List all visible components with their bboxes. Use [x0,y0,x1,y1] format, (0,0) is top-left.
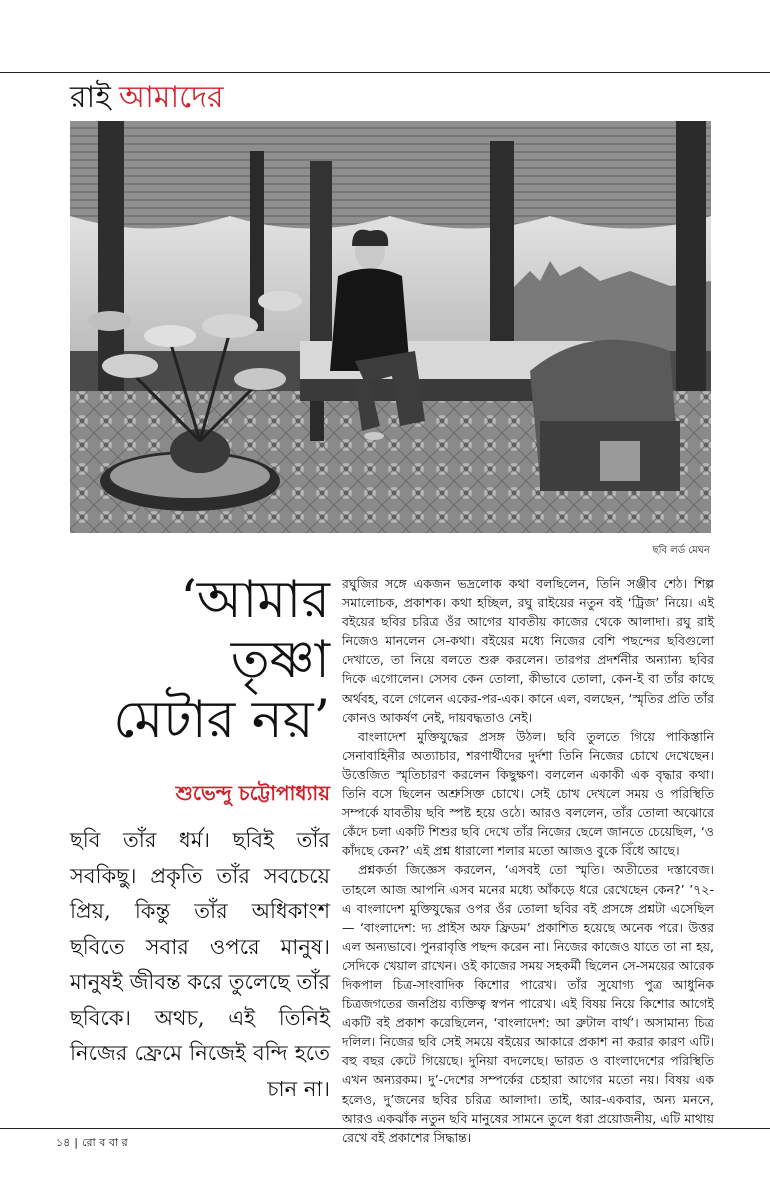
byline: শুভেন্দু চট্টোপাধ্যায় [175,781,330,805]
photo-credit: ছবি লর্ড মেঘন [652,545,710,556]
bottom-rule [0,1128,770,1129]
headline [70,570,330,750]
standfirst: ছবি তাঁর ধর্ম। ছবিই তাঁর সবকিছু। প্রকৃতি তাঁর সবচেয়ে প্রিয়, কিন্তু তাঁর অধিকাংশ ছবিতে সবার ওপরে মানুষ। মানুষই জীবন্ত করে তুলেছে তাঁর ছবিকে। অথচ, এই তিনিই নিজের ফ্রেমে নিজেই বন্দি হতে চান না। [70,828,330,1101]
page-footer [56,1134,128,1153]
paragraph-3: প্রশ্নকর্তা জিজ্ঞেস করলেন, ‘এসবই তো স্মৃতি। অতীতের দস্তাবেজ। তাহলে আজ আপনি এসব মনের মধ্যে আঁকড়ে ধরে রেখেছেন কেন?’ ’৭২-এ বাংলাদেশ মুক্তিযুদ্ধের ওপর ওঁর তোলা ছবির বই প্রসঙ্গে প্রশ্নটা এসেছিল— ‘বাংলাদেশ: দ্য প্রাইস অফ ফ্রিডম’ প্রকাশিত হয়েছে অনেক পরে। উত্তর এল অন্যভাবে। পুনরাবৃত্তি পছন্দ করেন না। নিজের কাজেও যাতে তা না হয়, সেদিকে খেয়াল রাখেন। ওই কাজের সময় সহকর্মী ছিলেন সে-সময়ের আরেক দিকপাল চিত্র-সাংবাদিক কিশোর পারেখ। তাঁর সুযোগ্য পুত্র আধুনিক চিত্রজগতের জনপ্রিয় ব্যক্তিত্ব স্বপন পারেখ। এই বিষয় নিয়ে কিশোর আগেই একটি বই প্রকাশ করেছিলেন, ‘বাংলাদেশ: আ ব্রুটাল বার্থ’। অসামান্য চিত্র দলিল। নিজের ছবি সেই সময়ে বইয়ের আকারে প্রকাশ না করার কারণ এটি। বহু বছর কেটে গিয়েছে। দুনিয়া বদলেছে। ভারত ও বাংলাদেশের পরিস্থিতি এখন অন্যরকম। দু’-দেশের সম্পর্কের চেহারা আগের মতো নয়। বিষয় এক হলেও, দু’জনের ছবির চরিত্র আলাদা। তাই, আর-একবার, অন্য মননে, আরও একঝাঁক নতুন ছবি মানুষের সামনে তুলে ধরা প্রয়োজনীয়, এটি মাথায় রেখে বই প্রকাশের সিদ্ধান্ত। [342,862,714,1145]
top-rule [0,72,770,73]
section-header [70,80,223,116]
headline-line-1: ‘আমার [180,570,330,630]
headline-line-3: মেটার নয়’ [113,690,330,750]
article-body [342,574,714,1147]
section-word-1: রাই [70,80,111,115]
headline-line-2: তৃষ্ণা [230,630,330,690]
page-number: ১৪ [56,1136,71,1149]
paragraph-1: রঘুজির সঙ্গে একজন ভদ্রলোক কথা বলছিলেন, তিনি সঞ্জীব শেঠ। শিল্প সমালোচক, প্রকাশক। কথা হচ্ছিল, রঘু রাইয়ের নতুন বই ‘ট্রিজ’ নিয়ে। এই বইয়ের ছবির চরিত্র ওঁর আগের যাবতীয় কাজের থেকে আলাদা। রঘু রাই নিজেও মানলেন সে-কথা। বইয়ের মধ্যে নিজের বেশি পছন্দের ছবিগুলো দেখাতে, তা নিয়ে বলতে শুরু করলেন। তারপর প্রদর্শনীর অন্যান্য ছবির দিকে এগোলেন। সেসব কেন তোলা, কীভাবে তোলা, কেন-ই বা তাঁর কাছে অর্থবহ, বলে গেলেন একের-পর-এক। কানে এল, বলছেন, ‘স্মৃতির প্রতি তাঁর কোনও আকর্ষণ নেই, দায়বদ্ধতাও নেই। [342,576,714,725]
section-word-2: আমাদের [118,80,224,115]
magazine-name: রো ব বা র [82,1136,128,1149]
paragraph-2: বাংলাদেশ মুক্তিযুদ্ধের প্রসঙ্গ উঠল। ছবি তুলতে গিয়ে পাকিস্তানি সেনাবাহিনীর অত্যাচার, শরণার্থীদের দুর্দশা তিনি নিজের চোখে দেখেছেন। উত্তেজিত স্মৃতিচারণ করলেন কিছুক্ষণ। বললেন একাকী এক বৃদ্ধার কথা। তিনি বসে ছিলেন অশ্রুসিক্ত চোখে। সেই চোখ দেখলে সময় ও পরিস্থিতি সম্পর্কে যাবতীয় ছবি স্পষ্ট হয়ে ওঠে। আরও বললেন, তাঁর তোলা অঝোরে কেঁদে চলা একটি শিশুর ছবি দেখে তাঁর নিজের ছেলে জানতে চেয়েছিল, ‘ও কাঁদছে কেন?’ এই প্রশ্ন ধারালো শলার মতো আজও বুকে বিঁধে আছে। [342,728,714,859]
feature-photo [70,121,711,533]
footer-separator: | [74,1136,78,1149]
